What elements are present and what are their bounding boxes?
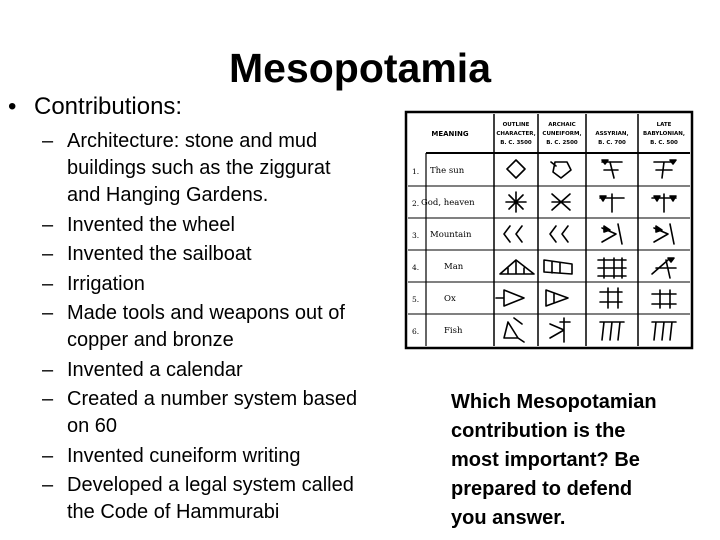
dash-bullet: – [42, 474, 54, 496]
header-babylonian-1: LATE [656, 122, 672, 128]
list-item-text: Created a number system based on 60 [67, 388, 358, 437]
dash-bullet: – [42, 388, 54, 410]
row-meaning: Mountain [430, 230, 472, 240]
list-item-text: Invented the wheel [67, 213, 235, 236]
main-bullet [8, 92, 182, 122]
header-archaic-3: B. C. 2500 [546, 140, 578, 146]
dash-bullet: – [42, 213, 54, 236]
list-item [42, 443, 422, 470]
dash-bullet: – [42, 358, 54, 381]
list-item-text: Invented a calendar [67, 358, 243, 381]
header-archaic-2: CUNEIFORM, [542, 131, 582, 137]
list-item-text: Invented the sailboat [67, 243, 252, 265]
row-meaning: God, heaven [421, 198, 475, 208]
list-item-text: Developed a legal system called the Code of Hammurabi [67, 474, 354, 523]
row-number: 6. [412, 327, 420, 336]
dash-bullet: – [42, 130, 54, 152]
list-item [42, 386, 422, 440]
list-item [42, 128, 422, 209]
list-item-text: Irrigation [67, 272, 145, 295]
header-outline-2: CHARACTER, [496, 131, 536, 137]
row-number: 1. [412, 167, 420, 176]
header-babylonian-2: BABYLONIAN, [643, 131, 685, 137]
row-number: 3. [412, 231, 420, 240]
contributions-list [42, 128, 422, 529]
cuneiform-table [404, 110, 694, 350]
row-number: 4. [412, 263, 420, 272]
row-meaning: Fish [444, 326, 463, 336]
header-assyrian-1: ASSYRIAN, [595, 131, 629, 137]
list-item [42, 472, 422, 526]
god-outline-glyph [506, 192, 526, 212]
dash-bullet: – [42, 272, 54, 295]
list-item [42, 271, 422, 298]
list-item [42, 357, 422, 384]
header-archaic-1: ARCHAIC [548, 122, 576, 128]
dash-bullet: – [42, 444, 54, 467]
list-item-text: Made tools and weapons out of copper and bronze [67, 302, 345, 351]
row-meaning: Man [444, 262, 464, 272]
header-meaning: MEANING [431, 130, 469, 138]
header-outline-3: B. C. 3500 [500, 140, 532, 146]
list-item [42, 300, 422, 354]
row-meaning: The sun [430, 166, 465, 176]
dash-bullet: – [42, 302, 54, 324]
row-number: 5. [412, 295, 420, 304]
row-number: 2. [412, 199, 420, 208]
cuneiform-table-image [404, 110, 694, 350]
list-item [42, 212, 422, 239]
list-item-text: Invented cuneiform writing [67, 444, 301, 467]
list-item-text: Architecture: stone and mud buildings such as the ziggurat and Hanging Gardens. [67, 130, 331, 206]
row-meaning: Ox [444, 294, 456, 304]
list-item [42, 241, 422, 268]
bullet-dot: • [8, 93, 17, 120]
dash-bullet: – [42, 243, 54, 265]
header-outline-1: OUTLINE [502, 122, 530, 128]
header-assyrian-2: B. C. 700 [598, 140, 626, 146]
slide-title: Mesopotamia [229, 45, 491, 91]
header-babylonian-3: B. C. 500 [650, 140, 678, 146]
main-bullet-label: Contributions: [34, 93, 183, 120]
discussion-question: Which Mesopotamian contribution is the most important? Be prepared to defend you answer. [451, 391, 657, 529]
